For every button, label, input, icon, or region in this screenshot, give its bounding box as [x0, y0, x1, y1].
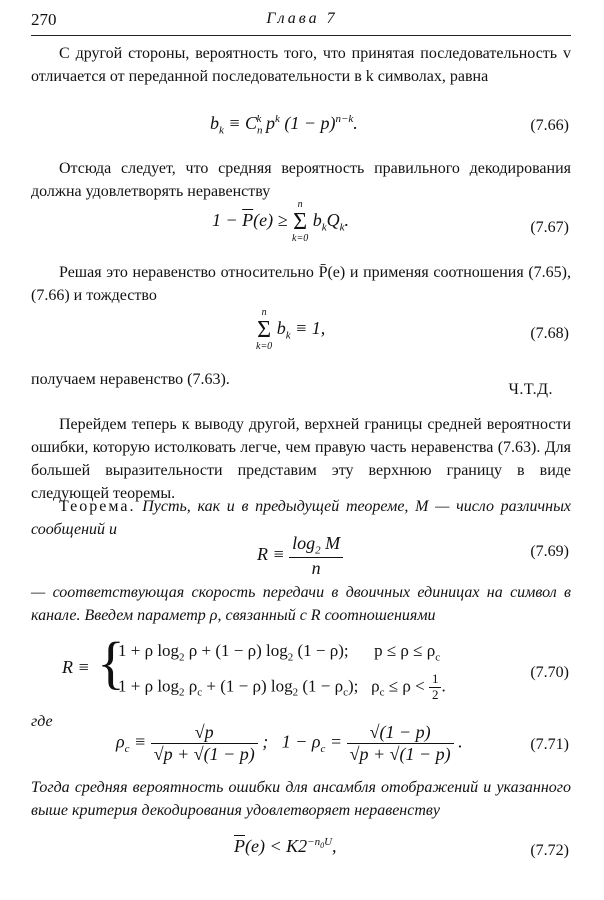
- equation-number-7-71: (7.71): [530, 736, 569, 753]
- running-head: Глава 7: [266, 10, 338, 27]
- paragraph-3: Решая это неравенство относительно P̄(e) и применяя соотношения (7.65), (7.66) и тождество: [31, 264, 571, 304]
- equation-7-67: $1 - \overline{P}(e)$ ≥ n Σ k=0 $b_kQ_k$.: [212, 199, 349, 244]
- equation-number-7-69: (7.69): [530, 543, 569, 560]
- where-label: где: [31, 713, 53, 730]
- equation-7-69: R ≡ $\frac{\log_2 M}{n}$: [257, 533, 343, 579]
- paragraph-4: получаем неравенство (7.63).: [31, 371, 230, 388]
- equation-number-7-68: (7.68): [530, 325, 569, 342]
- equation-7-70-lhs: R ≡: [62, 657, 90, 677]
- paragraph-5: Перейдем теперь к выводу другой, верхней границы средней вероятности ошибки, которую истолковать легче, чем правую часть неравенства (7.63). Для большей выразительности представим эту верхнюю границу в виде следующей теоремы.: [31, 416, 571, 502]
- equation-7-66: $b_k \equiv C_n^k$ $p^k$ $(1 - p)^{n-k}$.: [210, 113, 358, 137]
- equation-7-71: $\rho_c$ ≡ $\frac{√p}{√p + √(1 - p)}$ ; $1 - \rho_c$ = $\frac{√(1 - p)}{√p + √(1 - p)}$ .: [116, 722, 463, 764]
- equation-number-7-67: (7.67): [530, 219, 569, 236]
- paragraph-2: Отсюда следует, что средняя вероятность правильного декодирования должна удовлетворять неравенству: [31, 160, 571, 200]
- theorem-statement: Теорема. Пусть, как и в предыдущей теореме, M — число различных сообщений и: [31, 498, 571, 538]
- left-brace: {: [97, 630, 125, 695]
- qed-mark: Ч.Т.Д.: [508, 381, 553, 398]
- equation-7-70-case-2: 1 + ρ $\log_2 \rho_c + (1 - \rho)$ $\log_2 (1 - \rho_c)$; $\rho_c \le \rho$ < $\frac{1}{2}$ .: [118, 671, 446, 702]
- equation-number-7-72: (7.72): [530, 842, 569, 859]
- equation-number-7-66: (7.66): [530, 117, 569, 134]
- paragraph-6: — соответствующая скорость передачи в двоичных единицах на символ в канале. Введем параметр ρ, связанный с R соотношениями: [31, 584, 571, 624]
- page-number: 270: [31, 10, 57, 29]
- equation-7-70-case-1: 1 + ρ $\log_2 \rho + (1 - \rho)$ $\log_2 (1 - \rho)$; $p \le \rho \le \rho_c$: [118, 641, 441, 664]
- equation-7-72: $\overline{P}(e) < K2^{-n_0U}$,: [234, 836, 337, 856]
- paragraph-1: С другой стороны, вероятность того, что принятая последовательность v отличается от переданной последовательности в k символах, равна: [31, 45, 571, 85]
- paragraph-7: Тогда средняя вероятность ошибки для ансамбля отображений и указанного выше критерия декодирования удовлетворяет неравенству: [31, 779, 571, 819]
- equation-number-7-70: (7.70): [530, 664, 569, 681]
- header-rule: [31, 35, 571, 36]
- equation-7-68: n Σ k=0 $b_k \equiv 1$,: [256, 307, 326, 352]
